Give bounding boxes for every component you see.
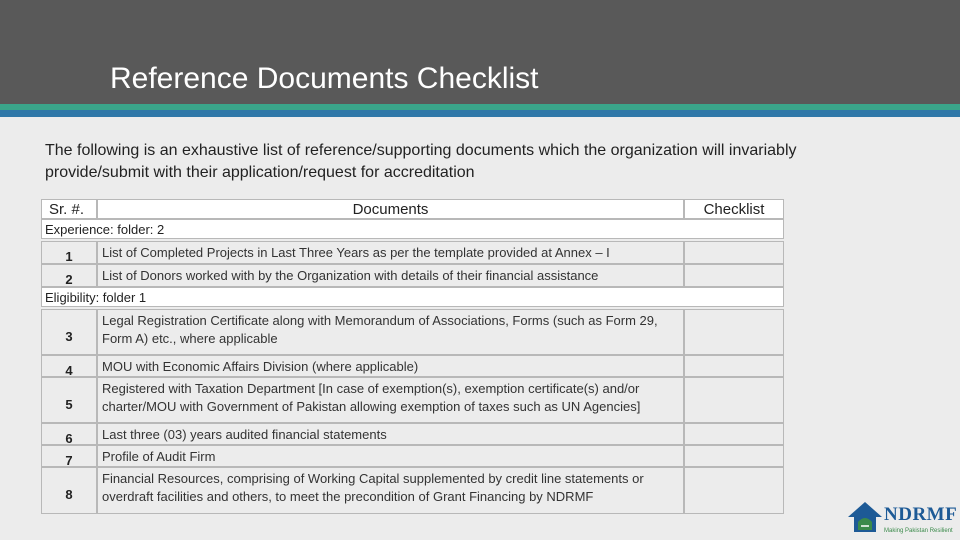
section-heading-experience xyxy=(41,219,784,239)
table-row xyxy=(41,377,784,423)
row-checkbox[interactable] xyxy=(684,241,784,264)
slide-title: Reference Documents Checklist xyxy=(110,62,539,95)
row-document: Last three (03) years audited financial statements xyxy=(97,423,684,445)
table-row xyxy=(41,309,784,355)
row-checkbox[interactable] xyxy=(684,355,784,377)
logo-tagline: Making Pakistan Resilient xyxy=(884,528,953,534)
row-document: List of Completed Projects in Last Three Years as per the template provided at Annex – I xyxy=(97,241,684,264)
house-shield-icon xyxy=(846,500,884,536)
row-number: 2 xyxy=(41,264,97,287)
section-heading-eligibility xyxy=(41,287,784,307)
section-heading-label: Eligibility: folder 1 xyxy=(45,290,147,305)
row-document: Profile of Audit Firm xyxy=(97,445,684,467)
row-number: 6 xyxy=(41,423,97,445)
row-document: MOU with Economic Affairs Division (where applicable) xyxy=(97,355,684,377)
column-header-sr-label: Sr. #. xyxy=(49,201,85,218)
row-checkbox[interactable] xyxy=(684,423,784,445)
column-header-checklist xyxy=(684,199,784,219)
intro-text: The following is an exhaustive list of reference/supporting documents which the organization will invariably provide/submit with their application/request for accreditation xyxy=(45,142,797,181)
row-checkbox[interactable] xyxy=(684,309,784,355)
row-document: List of Donors worked with by the Organization with details of their financial assistance xyxy=(97,264,684,287)
row-document: Registered with Taxation Department [In case of exemption(s), exemption certificate(s) and/or charter/MOU with Government of Pakistan allowing exemption of taxes such as UN Agencies] xyxy=(97,377,684,423)
logo-wordmark: NDRMF xyxy=(884,504,958,525)
ndrmf-logo xyxy=(846,498,958,538)
row-document: Legal Registration Certificate along with Memorandum of Associations, Forms (such as Form 29, Form A) etc., where applicable xyxy=(97,309,684,355)
column-header-checklist-label: Checklist xyxy=(703,201,765,218)
column-header-documents-label: Documents xyxy=(352,201,429,218)
table-row xyxy=(41,467,784,514)
column-header-documents xyxy=(97,199,684,219)
row-checkbox[interactable] xyxy=(684,264,784,287)
row-number: 5 xyxy=(41,377,97,423)
table-row xyxy=(41,264,784,287)
row-number: 8 xyxy=(41,467,97,514)
row-number: 4 xyxy=(41,355,97,377)
table-row xyxy=(41,241,784,264)
row-number: 1 xyxy=(41,241,97,264)
row-document: Financial Resources, comprising of Working Capital supplemented by credit line statements or overdraft facilities and others, to meet the precondition of Grant Financing by NDRMF xyxy=(97,467,684,514)
section-heading-label: Experience: folder: 2 xyxy=(45,222,165,237)
table-row xyxy=(41,423,784,445)
column-header-sr xyxy=(41,199,97,219)
row-checkbox[interactable] xyxy=(684,445,784,467)
row-number: 3 xyxy=(41,309,97,355)
row-checkbox[interactable] xyxy=(684,377,784,423)
accent-stripe-blue xyxy=(0,110,960,117)
table-row xyxy=(41,355,784,377)
row-checkbox[interactable] xyxy=(684,467,784,514)
row-number: 7 xyxy=(41,445,97,467)
table-row xyxy=(41,445,784,467)
